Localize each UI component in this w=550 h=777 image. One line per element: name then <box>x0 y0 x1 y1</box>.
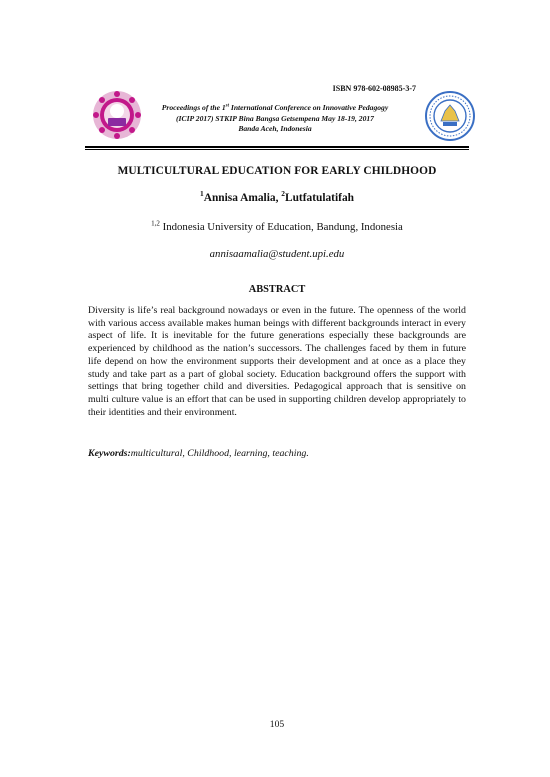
keywords-label: Keywords: <box>88 448 131 459</box>
conference-line: (ICIP 2017) STKIP Bina Bangsa Getsempena May 18-19, 2017 <box>176 113 374 123</box>
author-1-marker: 1 <box>200 189 204 199</box>
proceedings-header <box>150 103 400 135</box>
page-number: 105 <box>269 719 285 730</box>
paper-title: MULTICULTURAL EDUCATION FOR EARLY CHILDHOOD <box>117 165 437 177</box>
author-line <box>85 189 469 204</box>
isbn: ISBN 978-602-08985-3-7 <box>332 84 416 93</box>
keywords <box>88 448 466 459</box>
abstract-heading: ABSTRACT <box>248 284 306 295</box>
author-email: annisaamalia@student.upi.edu <box>209 248 345 260</box>
author-2-marker: 2 <box>281 189 285 199</box>
affiliation <box>85 221 469 233</box>
proceedings-prefix: Proceedings of the 1 <box>161 103 226 112</box>
ordinal-suffix: st <box>225 103 229 109</box>
author-1-name: Annisa Amalia, <box>203 192 282 204</box>
keywords-text: multicultural, Childhood, learning, teaching. <box>130 448 309 459</box>
author-2-name: Lutfatulatifah <box>284 192 354 204</box>
affiliation-marker: 1,2 <box>151 219 160 228</box>
affiliation-text: Indonesia University of Education, Bandung, Indonesia <box>159 221 403 233</box>
header-rule-thin <box>85 149 469 150</box>
conference-logo-icon <box>92 90 142 140</box>
institution-seal-icon <box>425 91 475 141</box>
conference-location: Banda Aceh, Indonesia <box>238 124 312 133</box>
proceedings-suffix: International Conference on Innovative Pedagogy <box>228 103 389 112</box>
header-rule <box>85 146 469 148</box>
proceedings-line <box>150 103 400 114</box>
abstract-text: Diversity is life’s real background nowadays or even in the future. The openness of the world with various access available makes human beings with different backgrounds interact in every aspect of life. It is inevitable for the future generations especially these backgrounds are experienced by childhood as the nation’s successors. The challenges faced by them in future life depend on how the environment supports their development and at once as a place they study and take part as a part of global society. Education background offers the support with settings that bring together child and diversities. Pedagogical approach that is sensitive on multi culture value is an effort that can be used in supporting children develop appropriately to their identities and their environment. <box>88 305 466 418</box>
